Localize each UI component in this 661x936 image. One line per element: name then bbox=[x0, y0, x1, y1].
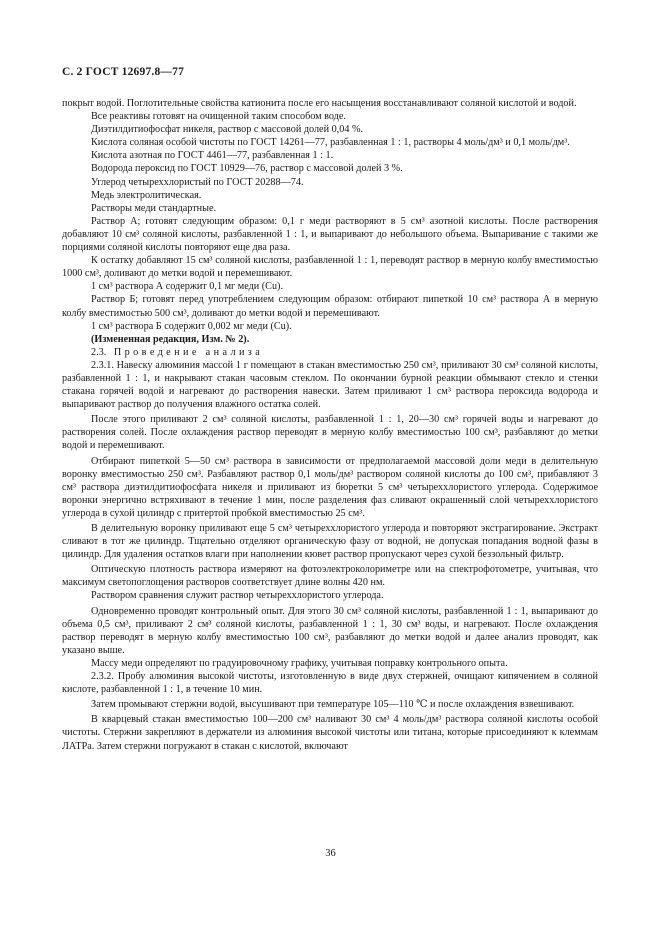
section-title: Проведение анализа bbox=[113, 346, 264, 358]
paragraph: Кислота азотная по ГОСТ 4461—77, разбавленная 1 : 1. bbox=[91, 150, 334, 162]
paragraph: Затем промывают стержни водой, высушивают при температуре 105—110 ℃ и после охлаждения взвешивают. bbox=[91, 699, 575, 711]
paragraph: Раствор А; готовят следующим образом: 0,1 г меди растворяют в 5 см³ азотной кислоты. После растворения добавляют 10 см³ соляной кислоты, разбавленной 1 : 1, и выпаривают до небольшого объема. Выпаривание с такими же порциями соляной кислоты повторяют еще два раза. bbox=[62, 215, 598, 254]
paragraph: 1 см³ раствора А содержит 0,1 мг меди (Cu). bbox=[91, 281, 283, 293]
page-header: С. 2 ГОСТ 12697.8—77 bbox=[62, 66, 185, 78]
paragraph: Кислота соляная особой чистоты по ГОСТ 14261—77, разбавленная 1 : 1, растворы 4 моль/дм³ и 0,1 моль/дм³. bbox=[91, 137, 570, 149]
paragraph: Растворы меди стандартные. bbox=[91, 202, 217, 214]
paragraph: Все реактивы готовят на очищенной таким способом воде. bbox=[91, 111, 346, 123]
paragraph: В делительную воронку приливают еще 5 см³ четыреххлористого углерода и повторяют экстрагирование. Экстракт сливают в тот же цилиндр. Тщательно отделяют органическую фазу от водной, не допуская попадания водной фазы в цилиндр. Для удаления остатков влаги при наполнении кювет раствор пропускают через сухой беззольный фильтр. bbox=[62, 523, 598, 561]
paragraph: Водорода пероксид по ГОСТ 10929—76, раствор с массовой долей 3 %. bbox=[91, 163, 403, 175]
paragraph: Оптическую плотность раствора измеряют на фотоэлектроколориметре или на спектрофотометре, учитывая, что максимум светопоглощения растворов соответствует длине волны 420 нм. bbox=[62, 564, 598, 589]
paragraph: 2.3.1. Навеску алюминия массой 1 г помещают в стакан вместимостью 250 см³, приливают 30 см³ соляной кислоты, разбавленной 1 : 1, и накрывают стакан часовым стеклом. По окончании бурной реакции обмывают стекло и стенки стакана горячей водой и нагревают до растворения навески. Затем приливают 1 см³ раствора пероксида водорода и выпаривают раствор до получения влажного остатка солей. bbox=[62, 359, 598, 411]
revision-note: (Измененная редакция, Изм. № 2). bbox=[91, 333, 250, 345]
section-heading bbox=[62, 346, 598, 359]
page-number: 36 bbox=[325, 848, 336, 859]
paragraph: Медь электролитическая. bbox=[91, 189, 202, 201]
paragraph: После этого приливают 2 см³ соляной кислоты, разбавленной 1 : 1, 20—30 см³ горячей воды и нагревают до растворения солей. После охлаждения раствор переводят в мерную колбу вместимостью 100 см³, разбавляют до метки водой и перемешивают. bbox=[62, 414, 598, 452]
paragraph: 2.3.2. Пробу алюминия высокой чистоты, изготовленную в виде двух стержней, очищают кипячением в соляной кислоте, разбавленной 1 : 1, в течение 10 мин. bbox=[62, 671, 598, 696]
paragraph: К остатку добавляют 15 см³ соляной кислоты, разбавленной 1 : 1, переводят раствор в мерную колбу вместимостью 1000 см³, доливают до метки водой и перемешивают. bbox=[62, 255, 598, 280]
paragraph: Углерод четыреххлористый по ГОСТ 20288—74. bbox=[91, 176, 304, 188]
paragraph: покрыт водой. Поглотительные свойства катионита после его насыщения восстанавливают соляной кислотой и водой. bbox=[62, 98, 577, 109]
paragraph: Диэтилдитиофосфат никеля, раствор с массовой долей 0,04 %. bbox=[91, 124, 363, 136]
paragraph: Раствор Б; готовят перед употреблением следующим образом: отбирают пипеткой 10 см³ раствора А в мерную колбу вместимостью 500 см³, доливают до метки водой и перемешивают. bbox=[62, 294, 598, 319]
paragraph: Массу меди определяют по градуировочному графику, учитывая поправку контрольного опыта. bbox=[91, 657, 508, 669]
section-number: 2.3. bbox=[91, 346, 107, 358]
page-body bbox=[62, 97, 598, 753]
paragraph: Раствором сравнения служит раствор четыреххлористого углерода. bbox=[91, 590, 384, 602]
paragraph: 1 см³ раствора Б содержит 0,002 мг меди (Cu). bbox=[91, 320, 292, 332]
paragraph: В кварцевый стакан вместимостью 100—200 см³ наливают 30 см³ 4 моль/дм³ раствора соляной кислоты особой чистоты. Стержни закрепляют в держатели из алюминия высокой чистоты или титана, которые присоединяют к клеммам ЛАТРа. Затем стержни погружают в стакан с кислотой, включают bbox=[62, 714, 598, 752]
paragraph: Одновременно проводят контрольный опыт. Для этого 30 см³ соляной кислоты, разбавленной 1 : 1, выпаривают до объема 0,5 см³, приливают 2 см³ соляной кислоты, разбавленной 1 : 1, 30 см³ воды, и нагревают. После охлаждения раствор переводят в мерную колбу вместимостью 100 см³, разбавляют до метки водой и далее анализ проводят, как указано выше. bbox=[62, 605, 598, 656]
paragraph: Отбирают пипеткой 5—50 см³ раствора в зависимости от предполагаемой массовой доли меди в делительную воронку вместимостью 250 см³. Разбавляют раствор 0,1 моль/дм³ раствором соляной кислоты до 100 см³, прибавляют 3 см³ раствора диэтилдитиофосфата никеля и приливают из бюретки 5 см³ четыреххлористого углерода. Содержимое воронки энергично встряхивают в течение 1 мин, после разделения фаз сливают окрашенный слой четыреххлористого углерода в сухой цилиндр с притертой пробкой вместимостью 25 см³. bbox=[62, 455, 598, 519]
